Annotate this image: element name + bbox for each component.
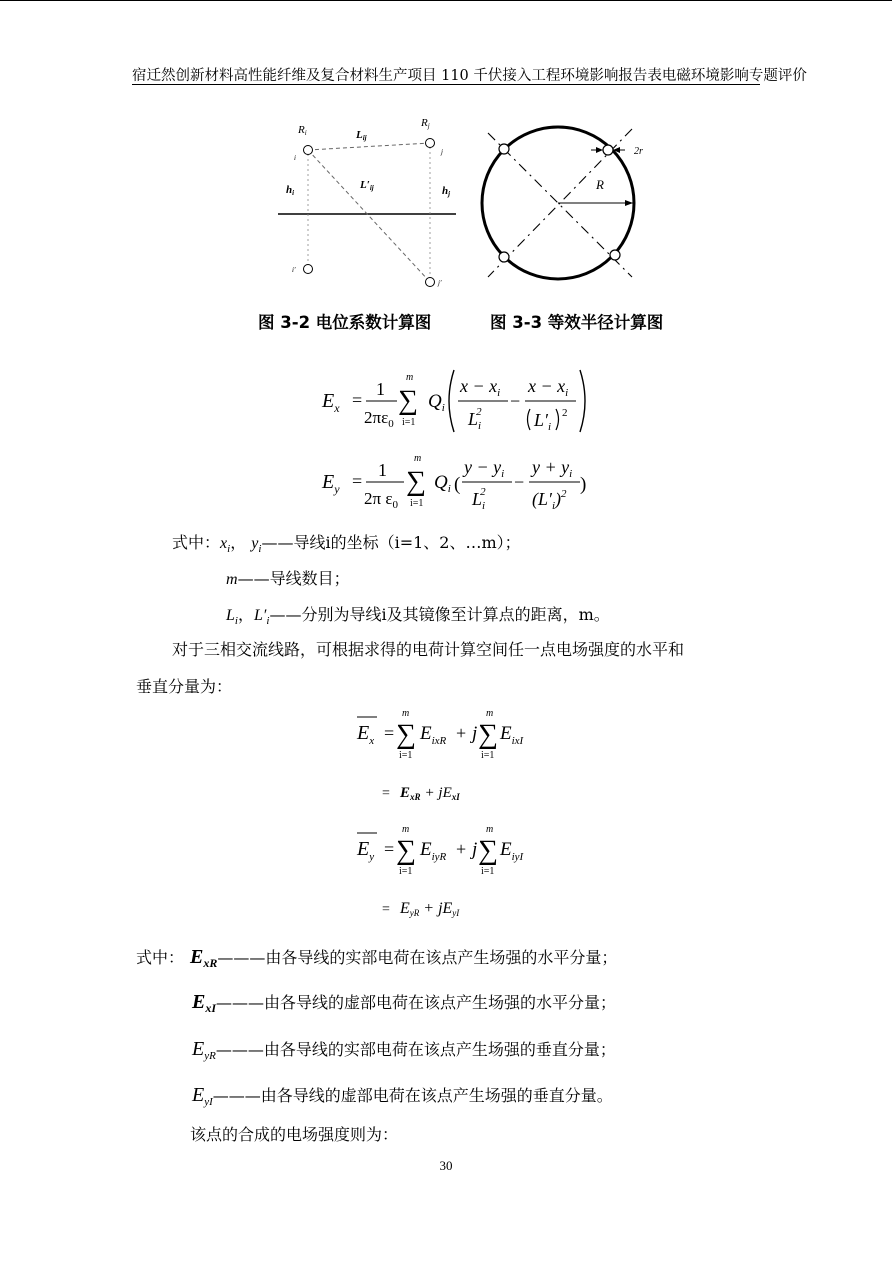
svg-text:=: = <box>382 902 390 917</box>
equation-ex-complex-line2 <box>378 778 498 806</box>
variable-definition-xy: 式中：$x_i$， $y_i——$导线i的坐标（i=1、2、…m）； <box>172 533 521 556</box>
svg-text:m: m <box>486 824 494 835</box>
svg-text:1: 1 <box>376 379 385 399</box>
conductor-j <box>426 139 435 148</box>
svg-text:∑: ∑ <box>396 719 416 750</box>
variable-definition-l: $L_i$，$L'_i——$分别为导线i及其镜像至计算点的距离，m。 <box>226 605 610 628</box>
svg-text:Rj: Rj <box>421 117 430 130</box>
svg-text:i=1: i=1 <box>399 866 413 877</box>
page-number: 30 <box>439 1158 453 1173</box>
svg-text:1: 1 <box>378 460 387 480</box>
svg-text:i=1: i=1 <box>481 750 495 761</box>
svg-text:m: m <box>402 824 410 835</box>
header-rule <box>132 84 760 85</box>
paragraph-line-1: 对于三相交流线路，可根据求得的电荷计算空间任一点电场强度的水平和 <box>172 640 685 659</box>
equation-ex-complex <box>352 706 552 766</box>
svg-text:Lij: Lij <box>356 129 367 142</box>
figure-3-2-caption: 图 3-2 电位系数计算图 <box>258 313 432 332</box>
svg-text:∑: ∑ <box>396 835 416 866</box>
svg-text:Li2: $L_i2$ <box>468 406 482 432</box>
svg-text:i=1: i=1 <box>402 417 416 428</box>
equation-ex <box>318 364 588 438</box>
image-j <box>426 278 435 287</box>
variable-definition-m: m——导线数目； <box>226 569 350 588</box>
svg-text:R: R <box>596 177 604 192</box>
svg-text:y − yi: $y - y_i$ <box>464 457 505 480</box>
svg-text:Ey: $E_y$ <box>322 471 340 496</box>
svg-text:EixR: $E_{ixR}$ <box>420 723 447 747</box>
svg-text:hi: hi <box>286 184 295 197</box>
svg-text:Qi: $Q_i$ <box>434 472 451 495</box>
svg-text:EiyR: $E_{iyR}$ <box>420 839 447 863</box>
definition-eyr: $E_{yR}———$由各导线的实部电荷在该点产生场强的垂直分量； <box>192 1038 616 1063</box>
svg-text:m: m <box>414 453 422 464</box>
svg-text:ExR+ jExI: $E_{xR} + jE_{xI}$ <box>400 785 460 802</box>
definition-exi: $E_{xI}———$由各导线的虚部电荷在该点产生场强的水平分量； <box>192 991 617 1016</box>
svg-text:=: = <box>352 471 363 491</box>
figure-3-3-caption: 图 3-3 等效半径计算图 <box>490 313 664 332</box>
page-top-border <box>0 0 892 1</box>
paragraph-line-2: 垂直分量为： <box>136 677 233 696</box>
svg-text:=: = <box>384 723 395 743</box>
svg-text:∑: ∑ <box>398 385 418 416</box>
svg-text:j: j <box>472 723 478 744</box>
svg-text:=: = <box>352 390 363 410</box>
svg-text:m: m <box>406 372 414 383</box>
svg-text:−: − <box>514 472 525 492</box>
equation-ey-complex-line2 <box>378 894 498 922</box>
svg-text:m: m <box>486 708 494 719</box>
svg-text:Ex: $E_x$ <box>322 390 340 415</box>
svg-text:y + yi: $y + y_i$ <box>532 457 573 480</box>
svg-text:=: = <box>384 839 395 859</box>
svg-text:L′i: $L'_i$ <box>534 410 552 433</box>
potential-coefficient-figure <box>270 110 470 295</box>
paragraph-resultant: 该点的合成的电场强度则为： <box>190 1125 399 1144</box>
lij-line <box>308 143 430 150</box>
conductor-i <box>304 146 313 155</box>
svg-text:Ey: $E_y$ <box>357 838 375 863</box>
svg-text:=: = <box>382 786 390 801</box>
radius-arrowhead <box>625 200 633 206</box>
definition-eyi: $E_{yI}———$由各导线的虚部电荷在该点产生场强的垂直分量。 <box>192 1084 613 1109</box>
svg-text:+: + <box>456 723 467 743</box>
image-i <box>304 265 313 274</box>
svg-text:hj: hj <box>442 185 451 198</box>
svg-text:∑: ∑ <box>406 466 426 497</box>
svg-text:): ) <box>580 474 587 495</box>
svg-text:j′: j′ <box>438 279 442 287</box>
equation-ey-complex <box>352 822 552 882</box>
equivalent-radius-figure <box>474 112 666 287</box>
svg-text:∑: ∑ <box>478 835 498 866</box>
svg-text:i′: i′ <box>292 266 296 274</box>
svg-text:2πε0: $2\pi\varepsilon_0$ <box>364 408 394 430</box>
subconductor-1 <box>499 144 509 154</box>
svg-text:x − xi: $x - x_i$ <box>528 376 569 399</box>
svg-text:2: 2 <box>562 407 568 419</box>
svg-text:j: j <box>441 148 443 156</box>
lij-prime-line <box>308 150 430 282</box>
page-header: 宿迁然创新材料高性能纤维及复合材料生产项目 110 千伏接入工程环境影响报告表电磁环境影响专题评价 <box>132 68 807 84</box>
svg-text:Ri: Ri <box>298 124 307 137</box>
svg-text:m: m <box>402 708 410 719</box>
subconductor-4 <box>610 250 620 260</box>
svg-text:j: j <box>472 839 478 860</box>
svg-text:2π ε0: 2π $\varepsilon_0$ <box>364 489 398 511</box>
svg-text:(L′i)2: $(L'_i)^2$ <box>532 488 567 512</box>
equation-ey <box>318 448 588 514</box>
svg-text:EyR+ jEyI: EyR + jEyI <box>400 900 460 918</box>
svg-text:i=1: i=1 <box>481 866 495 877</box>
subconductor-3 <box>499 252 509 262</box>
svg-text:EiyI: $E_{iyI}$ <box>500 839 524 863</box>
svg-text:(: ( <box>454 474 461 495</box>
svg-text:i: i <box>294 154 296 162</box>
svg-text:x − xi: $x - x_i$ <box>460 376 501 399</box>
svg-text:∑: ∑ <box>478 719 498 750</box>
subconductor-2 <box>603 145 613 155</box>
svg-text:Li2: $L_i2$ <box>472 486 486 512</box>
svg-text:EixI: $E_{ixI}$ <box>500 723 524 747</box>
svg-text:2r: 2r <box>634 146 643 157</box>
svg-text:L′ij: L′ij <box>360 179 374 192</box>
svg-text:Qi: $Q_i$ <box>428 391 445 414</box>
svg-text:−: − <box>510 391 521 411</box>
svg-text:i=1: i=1 <box>410 498 424 509</box>
svg-text:i=1: i=1 <box>399 750 413 761</box>
svg-text:Ex: $E_x$ <box>357 722 375 747</box>
definition-exr: 式中： $E_{xR}———$由各导线的实部电荷在该点产生场强的水平分量； <box>136 946 618 971</box>
svg-text:+: + <box>456 839 467 859</box>
